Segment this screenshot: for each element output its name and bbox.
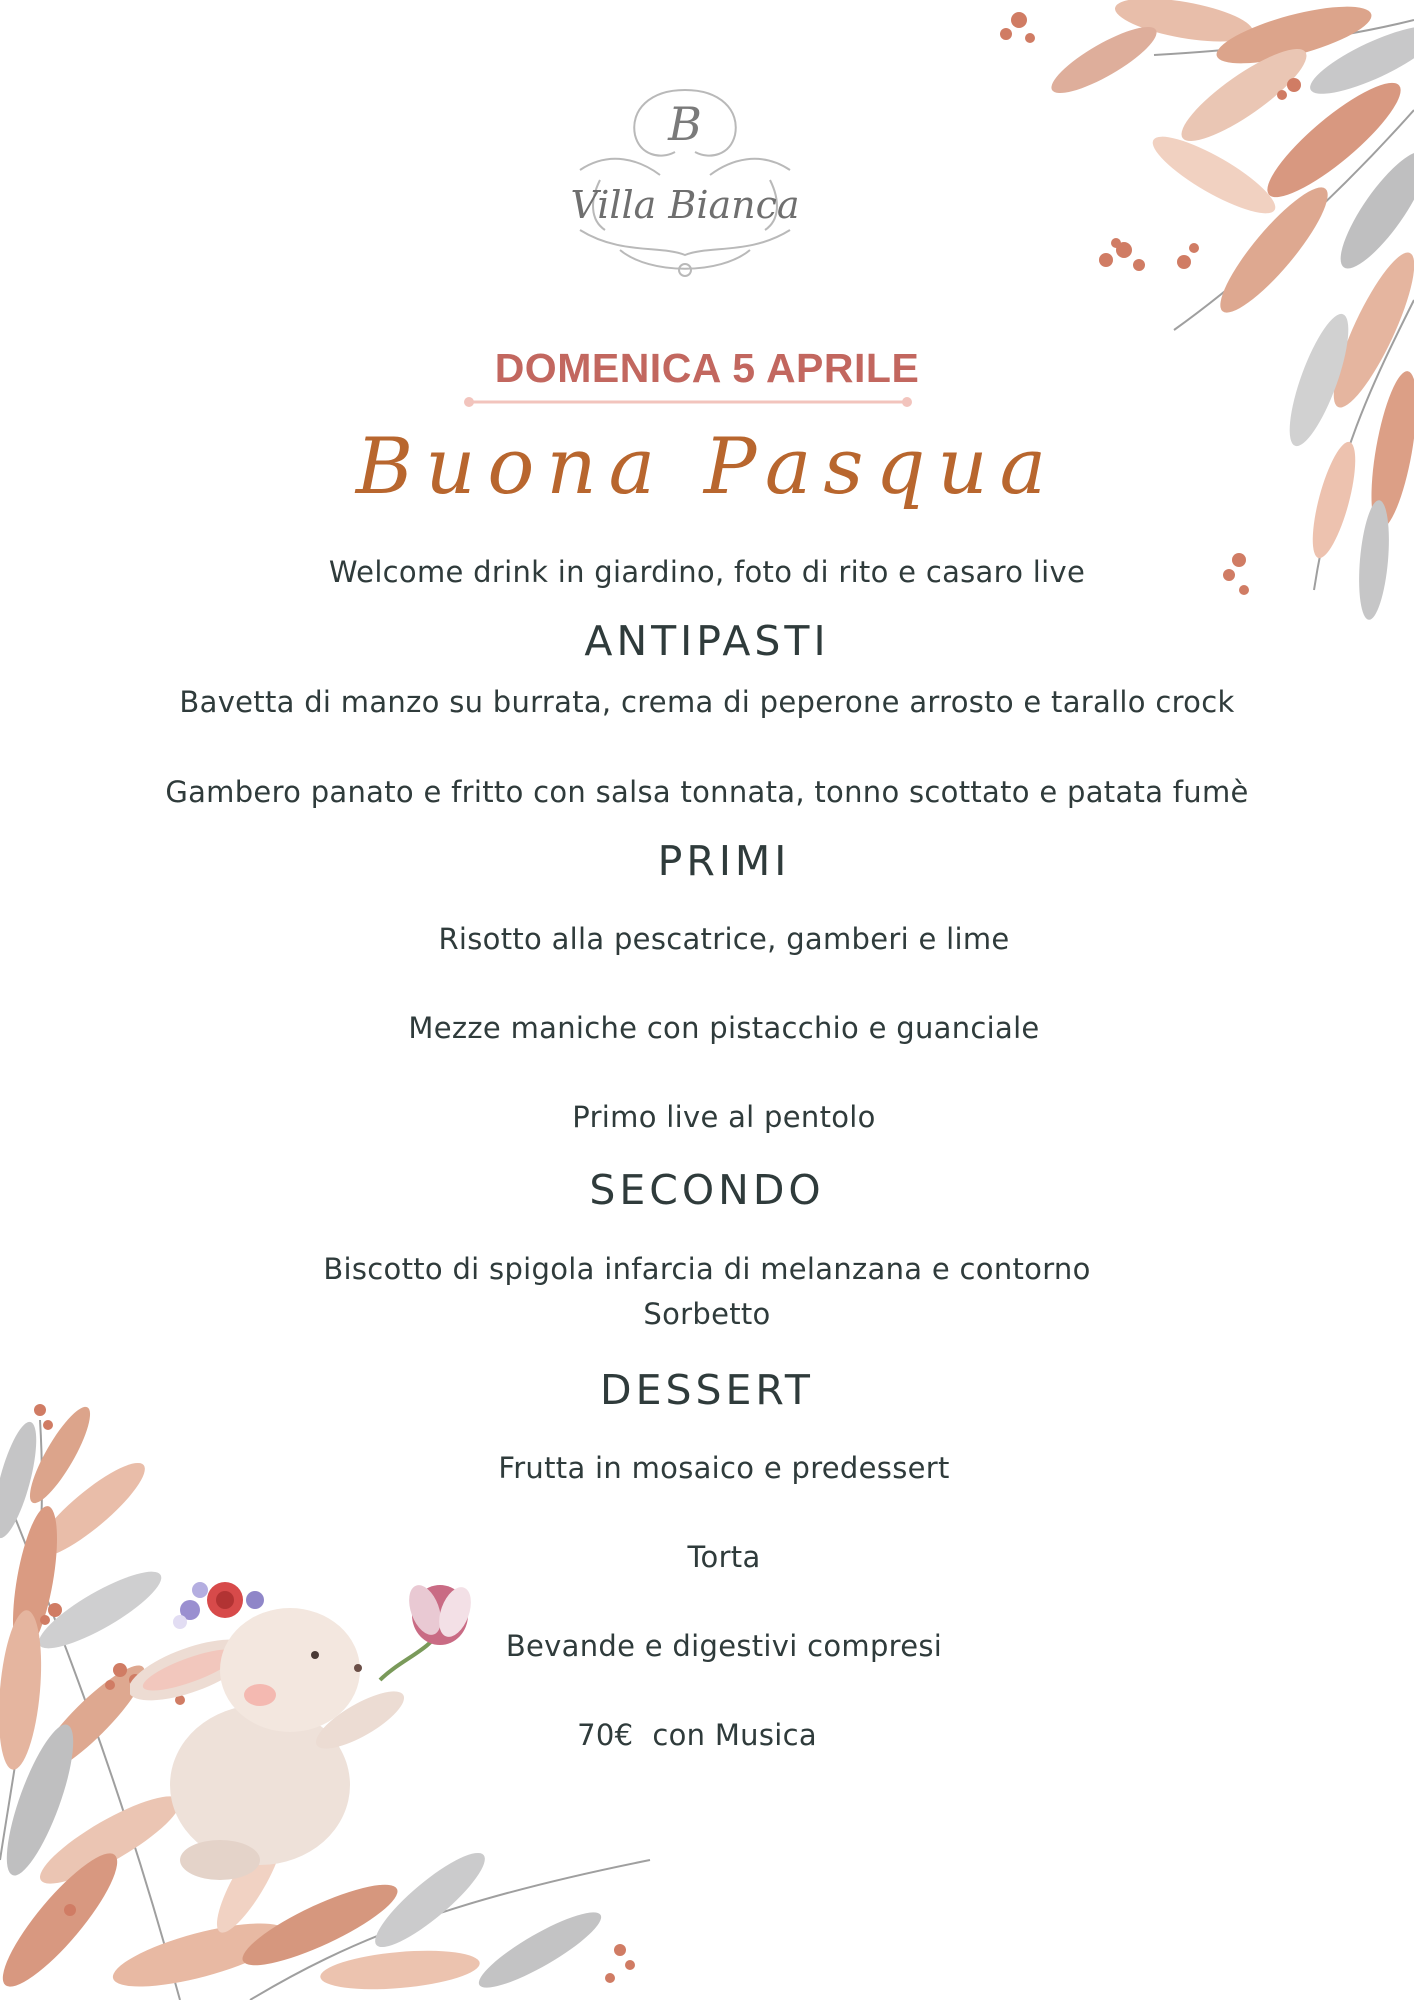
price-line: 70€ con Musica (577, 1718, 817, 1752)
greeting-script: Buona Pasqua (355, 422, 1059, 512)
menu-item: Biscotto di spigola infarcia di melanzana e contorno (323, 1252, 1091, 1286)
section-title-primi: PRIMI (657, 837, 791, 885)
menu-item: Frutta in mosaico e predessert (498, 1451, 950, 1485)
section-title-dessert: DESSERT (600, 1366, 814, 1414)
event-date: DOMENICA 5 APRILE (494, 345, 920, 391)
section-title-antipasti: ANTIPASTI (584, 617, 830, 665)
foliage-top-right (774, 0, 1414, 620)
menu-item: Bavetta di manzo su burrata, crema di peperone arrosto e tarallo crock (179, 685, 1235, 719)
villa-bianca-logo (560, 80, 810, 280)
logo-wordmark: Villa Bianca (570, 183, 800, 227)
crest-icon (560, 80, 810, 280)
section-title-secondo: SECONDO (589, 1166, 825, 1214)
menu-item: Risotto alla pescatrice, gamberi e lime (438, 922, 1010, 956)
intro-line: Welcome drink in giardino, foto di rito e casaro live (328, 555, 1086, 589)
menu-item: Bevande e digestivi compresi (505, 1629, 943, 1663)
svg-text:B: B (668, 97, 702, 151)
menu-item: Mezze maniche con pistacchio e guanciale (408, 1011, 1040, 1045)
menu-item: Torta (687, 1540, 761, 1574)
menu-item: Primo live al pentolo (572, 1100, 876, 1134)
menu-item: Sorbetto (643, 1297, 771, 1331)
date-underline (463, 396, 913, 408)
menu-item: Gambero panato e fritto con salsa tonnata, tonno scottato e patata fumè (165, 775, 1249, 809)
